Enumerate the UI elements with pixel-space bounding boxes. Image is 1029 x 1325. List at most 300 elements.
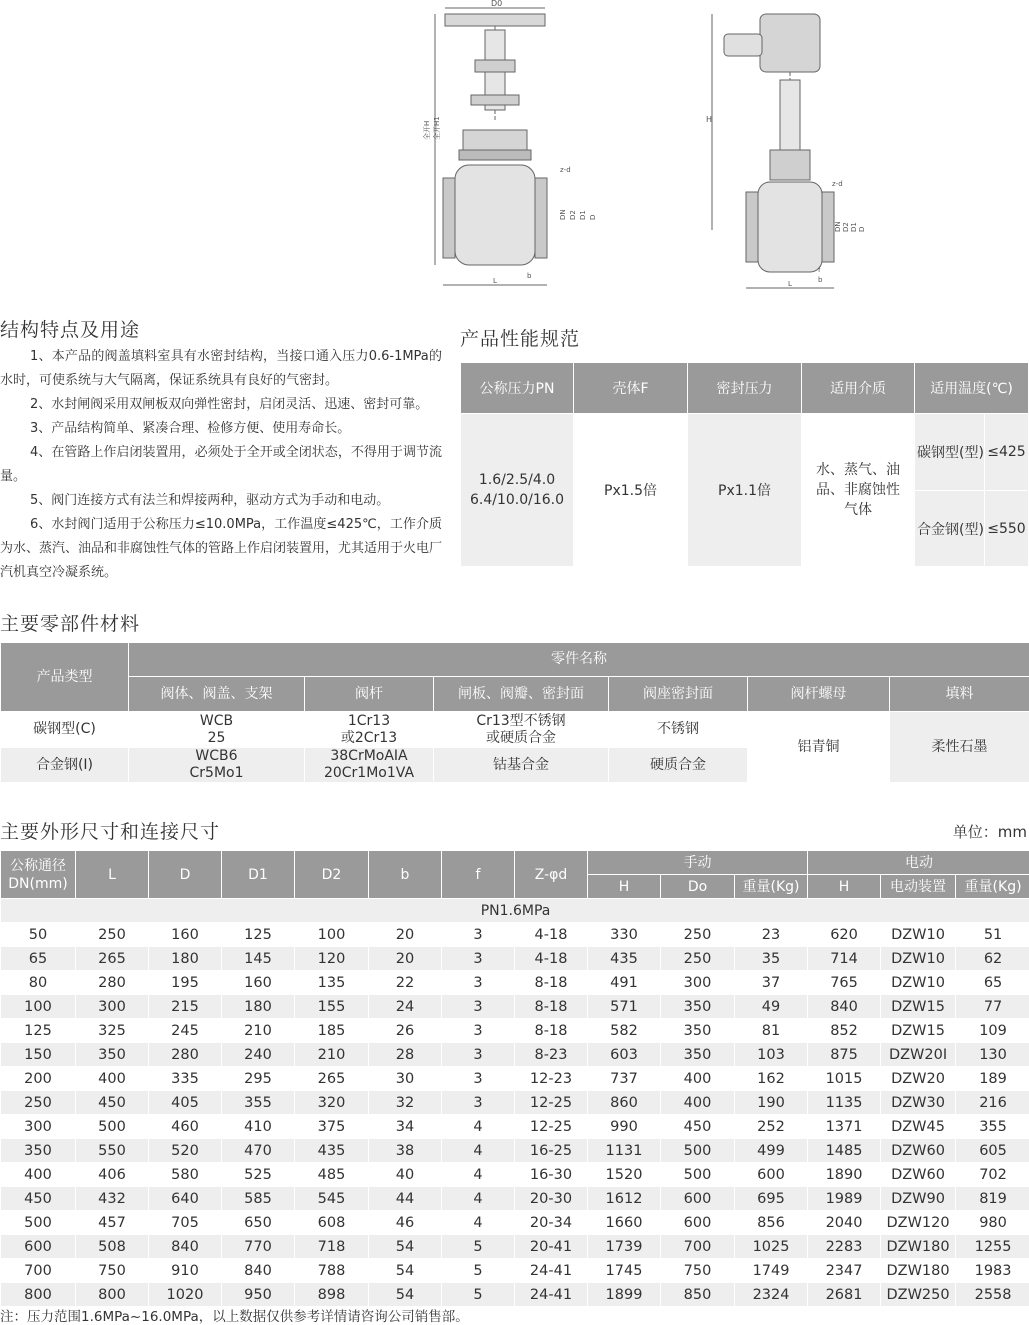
spec-temp-alloy-value: ≤550 (985, 491, 1029, 567)
table-cell: 840 (222, 1259, 295, 1283)
table-cell: 30 (369, 1067, 442, 1091)
table-cell: 16-30 (515, 1163, 588, 1187)
table-cell: 1371 (808, 1115, 881, 1139)
table-cell: 200 (1, 1067, 76, 1091)
dim-body (1, 923, 1029, 1307)
table-cell: 620 (808, 923, 881, 947)
table-cell: 330 (588, 923, 661, 947)
label-d2: D2 (569, 210, 577, 220)
table-cell: 718 (295, 1235, 369, 1259)
table-cell: 450 (661, 1115, 735, 1139)
table-cell: DZW120 (881, 1211, 956, 1235)
label-b: b (818, 276, 823, 284)
table-cell: 355 (956, 1115, 1029, 1139)
table-cell: 28 (369, 1043, 442, 1067)
table-cell: 2324 (735, 1283, 808, 1307)
table-cell: 819 (956, 1187, 1029, 1211)
label-d: D (589, 215, 597, 220)
table-cell: 800 (76, 1283, 149, 1307)
table-cell: 2558 (956, 1283, 1029, 1307)
feature-item: 1、本产品的阀盖填料室具有水密封结构，当接口通入压力0.6-1MPa的水时，可使系统与大气隔离，保证系统具有良好的气密封。 (0, 345, 442, 393)
table-cell: 320 (295, 1091, 369, 1115)
table-cell: 4-18 (515, 947, 588, 971)
table-cell: DZW250 (881, 1283, 956, 1307)
table-cell: 650 (222, 1211, 295, 1235)
table-cell: 50 (1, 923, 76, 947)
table-cell: 400 (1, 1163, 76, 1187)
dim-header: H (808, 875, 881, 899)
table-cell: 1660 (588, 1211, 661, 1235)
table-cell: 608 (295, 1211, 369, 1235)
table-cell: 695 (735, 1187, 808, 1211)
spec-table (460, 362, 1029, 567)
table-cell: 737 (588, 1067, 661, 1091)
table-cell: DZW60 (881, 1139, 956, 1163)
table-cell: 4 (442, 1211, 515, 1235)
dim-header: b (369, 851, 442, 899)
table-cell: 840 (808, 995, 881, 1019)
table-cell: 990 (588, 1115, 661, 1139)
table-cell: 640 (149, 1187, 222, 1211)
table-cell: 520 (149, 1139, 222, 1163)
materials-stem-line2: 或2Cr13 (305, 730, 433, 747)
table-cell: 550 (76, 1139, 149, 1163)
table-cell: 24 (369, 995, 442, 1019)
table-cell: 400 (76, 1067, 149, 1091)
table-cell: 852 (808, 1019, 881, 1043)
table-cell: 162 (735, 1067, 808, 1091)
table-cell: 3 (442, 971, 515, 995)
table-cell: 103 (735, 1043, 808, 1067)
table-cell: 4 (442, 1139, 515, 1163)
table-cell: 44 (369, 1187, 442, 1211)
table-cell: 432 (76, 1187, 149, 1211)
features-list (0, 345, 442, 585)
table-cell: DZW10 (881, 923, 956, 947)
table-cell: 1890 (808, 1163, 881, 1187)
materials-seat: 硬质合金 (609, 748, 748, 783)
table-cell: 705 (149, 1211, 222, 1235)
features-title: 结构特点及用途 (0, 315, 140, 342)
table-row (1, 1211, 1029, 1235)
table-cell: 4 (442, 1115, 515, 1139)
table-cell: 20 (369, 947, 442, 971)
dim-pn-row: PN1.6MPa (1, 899, 1029, 923)
label-d2: D2 (842, 222, 850, 232)
table-cell: 250 (76, 923, 149, 947)
table-row (1, 1283, 1029, 1307)
table-cell: 325 (76, 1019, 149, 1043)
table-cell: 405 (149, 1091, 222, 1115)
table-cell: 585 (222, 1187, 295, 1211)
table-cell: 265 (76, 947, 149, 971)
table-cell: 600 (661, 1187, 735, 1211)
table-cell: 500 (661, 1139, 735, 1163)
table-cell: 125 (1, 1019, 76, 1043)
feature-item: 6、水封阀门适用于公称压力≤10.0MPa，工作温度≤425℃，工作介质为水、蒸汽、油品和非腐蚀性气体的管路上作启闭装置用，尤其适用于火电厂汽机真空冷凝系统。 (0, 513, 442, 585)
spec-temp-carbon-value: ≤425 (985, 414, 1029, 491)
dim-header: H (588, 875, 661, 899)
table-cell: 145 (222, 947, 295, 971)
spec-header: 适用介质 (802, 363, 915, 414)
table-cell: 210 (222, 1019, 295, 1043)
table-cell: 3 (442, 1067, 515, 1091)
materials-column-header: 阀杆螺母 (748, 677, 890, 712)
table-cell: 1612 (588, 1187, 661, 1211)
table-cell: 252 (735, 1115, 808, 1139)
table-cell: 180 (222, 995, 295, 1019)
table-cell: 300 (76, 995, 149, 1019)
table-cell: 22 (369, 971, 442, 995)
table-cell: 875 (808, 1043, 881, 1067)
table-cell: DZW15 (881, 1019, 956, 1043)
materials-disc-line2: 或硬质合金 (434, 730, 608, 747)
table-cell: 109 (956, 1019, 1029, 1043)
dim-header: f (442, 851, 515, 899)
feature-item: 2、水封闸阀采用双闸板双向弹性密封，启闭灵活、迅速、密封可靠。 (0, 393, 442, 417)
table-cell: 335 (149, 1067, 222, 1091)
spec-temp-carbon-label: 碳钢型(型) (915, 414, 985, 491)
table-row (1, 1187, 1029, 1211)
table-cell: 435 (588, 947, 661, 971)
materials-row-carbon (1, 712, 1029, 748)
materials-stem-line1: 1Cr13 (305, 713, 433, 730)
materials-column-header: 阀体、阀盖、支架 (129, 677, 305, 712)
spec-shell: Px1.5倍 (574, 414, 688, 567)
table-cell: 950 (222, 1283, 295, 1307)
label-b: b (527, 272, 532, 280)
table-cell: 545 (295, 1187, 369, 1211)
table-cell: 1899 (588, 1283, 661, 1307)
table-cell: 34 (369, 1115, 442, 1139)
table-cell: 3 (442, 1091, 515, 1115)
footnote: 注：压力范围1.6MPa~16.0MPa，以上数据仅供参考详情请咨询公司销售部。 (0, 1305, 469, 1325)
materials-title: 主要零部件材料 (0, 609, 140, 636)
table-cell: 1989 (808, 1187, 881, 1211)
table-cell: 125 (222, 923, 295, 947)
table-cell: 350 (76, 1043, 149, 1067)
table-cell: 1015 (808, 1067, 881, 1091)
table-cell: DZW60 (881, 1163, 956, 1187)
dim-header: L (76, 851, 149, 899)
table-cell: 375 (295, 1115, 369, 1139)
table-cell: 240 (222, 1043, 295, 1067)
table-cell: 800 (1, 1283, 76, 1307)
materials-column-header: 阀杆 (305, 677, 434, 712)
table-cell: 910 (149, 1259, 222, 1283)
table-cell: 702 (956, 1163, 1029, 1187)
table-cell: 700 (661, 1235, 735, 1259)
table-cell: 4-18 (515, 923, 588, 947)
table-cell: 350 (1, 1139, 76, 1163)
table-cell: 245 (149, 1019, 222, 1043)
dim-header-dn-line1: 公称通径 (1, 857, 75, 875)
table-cell: 8-18 (515, 995, 588, 1019)
table-cell: 130 (956, 1043, 1029, 1067)
table-cell: 850 (661, 1283, 735, 1307)
table-cell: 1025 (735, 1235, 808, 1259)
table-cell: 860 (588, 1091, 661, 1115)
materials-type: 碳钢型(C) (1, 712, 129, 748)
table-cell: DZW10 (881, 947, 956, 971)
label-l: L (788, 280, 792, 288)
table-cell: 450 (1, 1187, 76, 1211)
table-cell: 1485 (808, 1139, 881, 1163)
dim-header-dn-line2: DN(mm) (1, 875, 75, 893)
table-cell: 32 (369, 1091, 442, 1115)
table-cell: 77 (956, 995, 1029, 1019)
table-row (1, 995, 1029, 1019)
table-cell: 155 (295, 995, 369, 1019)
table-cell: 160 (149, 923, 222, 947)
table-cell: 500 (1, 1211, 76, 1235)
table-cell: 1983 (956, 1259, 1029, 1283)
table-cell: 582 (588, 1019, 661, 1043)
dim-header: D1 (222, 851, 295, 899)
table-cell: 49 (735, 995, 808, 1019)
table-cell: 24-41 (515, 1283, 588, 1307)
table-cell: 300 (661, 971, 735, 995)
table-cell: 265 (295, 1067, 369, 1091)
table-cell: 765 (808, 971, 881, 995)
materials-body-line2: Cr5Mo1 (129, 765, 304, 782)
table-cell: 3 (442, 923, 515, 947)
label-d: D (858, 227, 866, 232)
table-cell: 457 (76, 1211, 149, 1235)
dim-header: 重量(Kg) (956, 875, 1029, 899)
table-cell: 714 (808, 947, 881, 971)
electric-valve-svg (700, 0, 870, 300)
label-h: H (706, 115, 712, 124)
table-cell: 435 (295, 1139, 369, 1163)
table-cell: 500 (661, 1163, 735, 1187)
table-cell: 350 (661, 1043, 735, 1067)
table-cell: 195 (149, 971, 222, 995)
table-cell: 20-34 (515, 1211, 588, 1235)
table-row (1, 947, 1029, 971)
table-cell: 40 (369, 1163, 442, 1187)
table-cell: 450 (76, 1091, 149, 1115)
table-cell: 80 (1, 971, 76, 995)
table-cell: 485 (295, 1163, 369, 1187)
table-cell: 12-25 (515, 1115, 588, 1139)
table-cell: 20-41 (515, 1235, 588, 1259)
table-cell: 2040 (808, 1211, 881, 1235)
table-cell: 189 (956, 1067, 1029, 1091)
table-cell: 190 (735, 1091, 808, 1115)
table-cell: 62 (956, 947, 1029, 971)
table-cell: 980 (956, 1211, 1029, 1235)
table-cell: 8-18 (515, 1019, 588, 1043)
materials-column-header: 阀座密封面 (609, 677, 748, 712)
materials-column-header: 填料 (890, 677, 1029, 712)
table-cell: 300 (1, 1115, 76, 1139)
dimensions-table (0, 850, 1029, 1307)
table-cell: 2283 (808, 1235, 881, 1259)
table-row (1, 1163, 1029, 1187)
materials-column-header: 闸板、阀瓣、密封面 (434, 677, 609, 712)
table-cell: 600 (661, 1211, 735, 1235)
table-row (1, 1043, 1029, 1067)
table-cell: 571 (588, 995, 661, 1019)
table-cell: 180 (149, 947, 222, 971)
table-cell: 54 (369, 1283, 442, 1307)
dimensions-title: 主要外形尺寸和连接尺寸 (0, 817, 220, 844)
dim-header: D2 (295, 851, 369, 899)
materials-table (0, 642, 1029, 783)
table-cell: 1520 (588, 1163, 661, 1187)
materials-body-line1: WCB6 (129, 748, 304, 765)
table-cell: 750 (661, 1259, 735, 1283)
manual-valve-svg (415, 0, 615, 300)
table-cell: 700 (1, 1259, 76, 1283)
materials-type: 合金钢(I) (1, 748, 129, 783)
table-cell: 100 (295, 923, 369, 947)
table-cell: 35 (735, 947, 808, 971)
feature-item: 3、产品结构简单、紧凑合理、检修方便、使用寿命长。 (0, 417, 442, 441)
materials-stem (305, 712, 434, 748)
table-cell: 160 (222, 971, 295, 995)
label-f: f (818, 266, 821, 274)
table-cell: 5 (442, 1235, 515, 1259)
label-zd: z-d (560, 166, 571, 174)
table-cell: 350 (661, 995, 735, 1019)
table-cell: 120 (295, 947, 369, 971)
table-cell: 135 (295, 971, 369, 995)
table-cell: 46 (369, 1211, 442, 1235)
table-cell: 605 (956, 1139, 1029, 1163)
label-dn: DN (834, 221, 842, 232)
table-cell: 1745 (588, 1259, 661, 1283)
table-cell: 406 (76, 1163, 149, 1187)
table-row (1, 1067, 1029, 1091)
materials-body (129, 748, 305, 783)
materials-body-line1: WCB (129, 713, 304, 730)
table-cell: DZW180 (881, 1235, 956, 1259)
spec-title: 产品性能规范 (460, 324, 580, 351)
table-cell: 898 (295, 1283, 369, 1307)
table-cell: 23 (735, 923, 808, 947)
table-cell: 3 (442, 1019, 515, 1043)
table-cell: 54 (369, 1259, 442, 1283)
table-cell: 600 (735, 1163, 808, 1187)
table-cell: 600 (1, 1235, 76, 1259)
table-row (1, 1115, 1029, 1139)
table-cell: 185 (295, 1019, 369, 1043)
materials-packing: 柔性石墨 (890, 712, 1029, 783)
table-cell: DZW90 (881, 1187, 956, 1211)
table-cell: 1131 (588, 1139, 661, 1163)
table-row (1, 1139, 1029, 1163)
table-cell: 280 (149, 1043, 222, 1067)
materials-stem (305, 748, 434, 783)
materials-stem-nut: 铝青铜 (748, 712, 890, 783)
table-cell: DZW30 (881, 1091, 956, 1115)
dim-header: Do (661, 875, 735, 899)
spec-pn-line2: 6.4/10.0/16.0 (461, 490, 573, 510)
table-cell: 400 (661, 1067, 735, 1091)
table-cell: 3 (442, 1043, 515, 1067)
table-cell: 603 (588, 1043, 661, 1067)
table-cell: 65 (1, 947, 76, 971)
unit-label: 单位：mm (953, 821, 1027, 842)
spec-seal: Px1.1倍 (688, 414, 802, 567)
table-cell: 250 (661, 923, 735, 947)
table-cell: 856 (735, 1211, 808, 1235)
table-cell: 20 (369, 923, 442, 947)
spec-medium-text: 水、蒸气、油品、非腐蚀性气体 (816, 462, 900, 518)
table-cell: 54 (369, 1235, 442, 1259)
table-cell: 3 (442, 947, 515, 971)
table-cell: 470 (222, 1139, 295, 1163)
table-cell: 37 (735, 971, 808, 995)
materials-body-line2: 25 (129, 730, 304, 747)
table-row (1, 1019, 1029, 1043)
table-cell: 350 (661, 1019, 735, 1043)
table-cell: 4 (442, 1187, 515, 1211)
table-cell: DZW180 (881, 1259, 956, 1283)
table-cell: 355 (222, 1091, 295, 1115)
table-cell: DZW10 (881, 971, 956, 995)
table-cell: 410 (222, 1115, 295, 1139)
label-zd: z-d (832, 180, 843, 188)
table-cell: 51 (956, 923, 1029, 947)
label-full-open-h: 全开H (422, 121, 431, 140)
dim-header: 重量(Kg) (735, 875, 808, 899)
table-cell: 295 (222, 1067, 295, 1091)
table-row (1, 923, 1029, 947)
table-cell: 491 (588, 971, 661, 995)
table-cell: 1020 (149, 1283, 222, 1307)
feature-item: 4、在管路上作启闭装置用，必须处于全开或全闭状态，不得用于调节流量。 (0, 441, 442, 489)
table-cell: 770 (222, 1235, 295, 1259)
table-row (1, 1235, 1029, 1259)
table-cell: 1255 (956, 1235, 1029, 1259)
materials-stem-line1: 38CrMoAIA (305, 748, 433, 765)
table-cell: 250 (1, 1091, 76, 1115)
label-d0: D0 (491, 0, 502, 8)
table-cell: 5 (442, 1283, 515, 1307)
manual-valve-drawing (415, 0, 615, 300)
table-cell: 150 (1, 1043, 76, 1067)
materials-disc-line1: Cr13型不锈钢 (434, 713, 608, 730)
materials-parts-header: 零件名称 (129, 643, 1029, 677)
table-cell: 500 (76, 1115, 149, 1139)
spec-header: 密封压力 (688, 363, 802, 414)
table-cell: 26 (369, 1019, 442, 1043)
dim-header: 电动装置 (881, 875, 956, 899)
table-cell: 750 (76, 1259, 149, 1283)
table-cell: DZW20I (881, 1043, 956, 1067)
table-cell: 525 (222, 1163, 295, 1187)
label-d1: D1 (850, 222, 858, 232)
spec-pn-line1: 1.6/2.5/4.0 (461, 470, 573, 490)
table-row (1, 1259, 1029, 1283)
dim-header-manual: 手动 (588, 851, 808, 875)
table-cell: 4 (442, 1163, 515, 1187)
spec-header: 适用温度(℃) (915, 363, 1029, 414)
table-cell: 499 (735, 1139, 808, 1163)
materials-type-header: 产品类型 (1, 643, 129, 712)
dim-header-dn (1, 851, 76, 899)
spec-medium (802, 414, 915, 567)
table-cell: 1135 (808, 1091, 881, 1115)
table-cell: 20-30 (515, 1187, 588, 1211)
dim-header: D (149, 851, 222, 899)
table-cell: 2347 (808, 1259, 881, 1283)
table-cell: 5 (442, 1259, 515, 1283)
table-cell: DZW20 (881, 1067, 956, 1091)
